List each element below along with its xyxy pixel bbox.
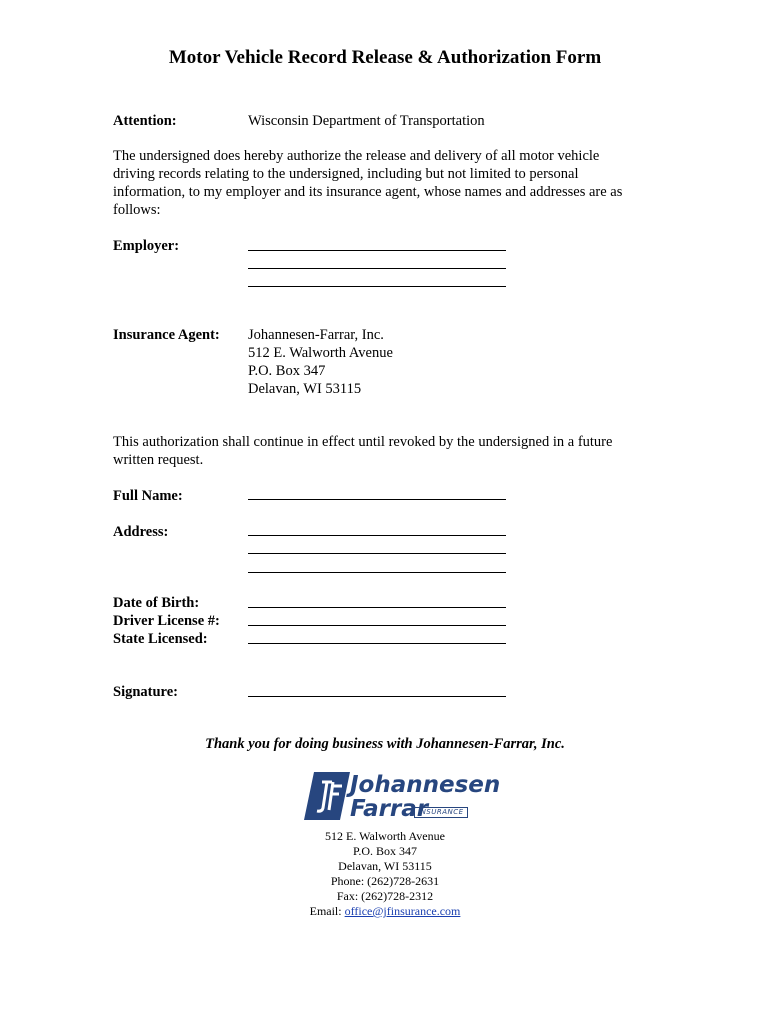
company-logo: [302, 770, 501, 822]
intro-paragraph: The undersigned does hereby authorize the release and delivery of all motor vehicle driving records relating to the undersigned, including but not limited to personal information, to my employer and its insurance agent, whose names and addresses are as follows:: [113, 148, 623, 218]
insurance-agent-address: Johannesen-Farrar, Inc. 512 E. Walworth Avenue P.O. Box 347 Delavan, WI 53115: [248, 327, 393, 397]
continuation-paragraph: This authorization shall continue in effect until revoked by the undersigned in a future written request.: [113, 434, 613, 468]
driver-license-line[interactable]: [248, 625, 506, 626]
page-title: Motor Vehicle Record Release & Authorization Form: [168, 47, 602, 68]
footer-city: Delavan, WI 53115: [338, 859, 432, 873]
thank-you-message: Thank you for doing business with Johannesen-Farrar, Inc.: [205, 736, 565, 752]
footer-phone: Phone: (262)728-2631: [330, 874, 440, 888]
employer-line-3[interactable]: [248, 286, 506, 287]
full-name-line[interactable]: [248, 499, 506, 500]
email-link[interactable]: office@jfinsurance.com: [344, 904, 461, 918]
address-line-2[interactable]: [248, 553, 506, 554]
footer-email: Email: office@jfinsurance.com: [309, 904, 461, 918]
footer-po-box: P.O. Box 347: [352, 844, 417, 858]
employer-line-2[interactable]: [248, 268, 506, 269]
driver-license-label: Driver License #:: [113, 613, 220, 629]
address-label: Address:: [113, 524, 169, 540]
address-line-3[interactable]: [248, 572, 506, 573]
state-licensed-line[interactable]: [248, 643, 506, 644]
date-of-birth-label: Date of Birth:: [113, 595, 200, 611]
signature-label: Signature:: [113, 684, 178, 700]
signature-line[interactable]: [248, 696, 506, 697]
attention-label: Attention:: [113, 113, 177, 129]
logo-tag: INSURANCE: [414, 807, 468, 818]
footer-contact: [0, 829, 770, 919]
address-line-1[interactable]: [248, 535, 506, 536]
employer-line-1[interactable]: [248, 250, 506, 251]
employer-label: Employer:: [113, 238, 180, 254]
footer-street: 512 E. Walworth Avenue: [325, 829, 445, 843]
logo-line2: Farrar: [350, 796, 429, 822]
full-name-label: Full Name:: [113, 488, 183, 504]
logo-line1: Johannesen: [350, 772, 501, 798]
footer-fax: Fax: (262)728-2312: [336, 889, 434, 903]
insurance-agent-label: Insurance Agent:: [113, 327, 220, 343]
attention-value: Wisconsin Department of Transportation: [248, 113, 485, 129]
logo-mark-icon: [302, 770, 352, 822]
state-licensed-label: State Licensed:: [113, 631, 208, 647]
date-of-birth-line[interactable]: [248, 607, 506, 608]
